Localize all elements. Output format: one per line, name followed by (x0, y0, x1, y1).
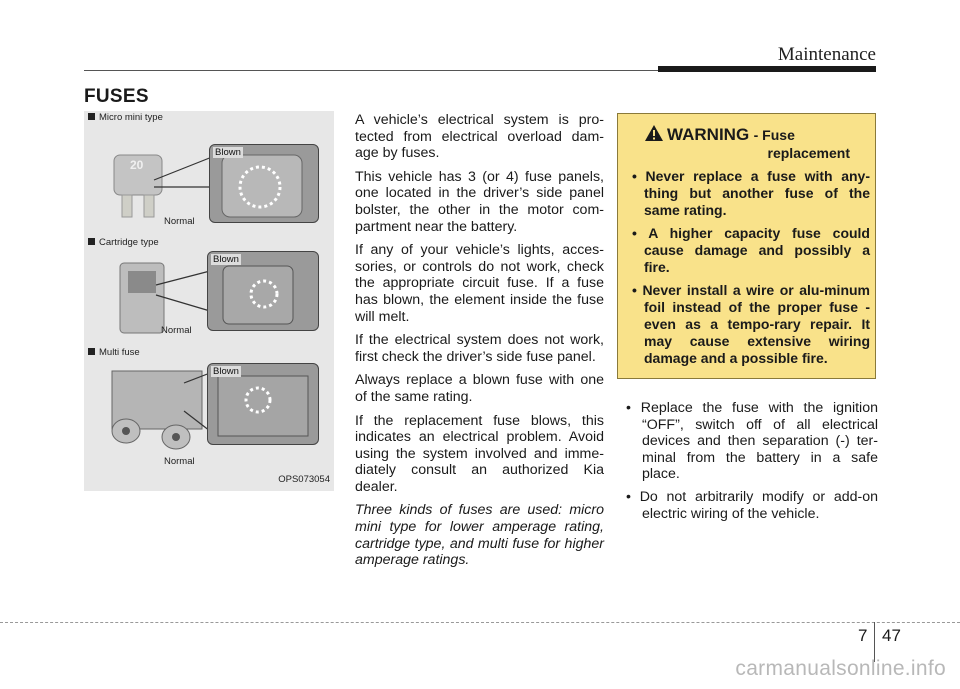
multi-blown-tag: Blown (213, 366, 239, 377)
square-bullet-icon (88, 238, 95, 245)
warning-list (632, 168, 870, 373)
warning-item: • Never replace a fuse with any-thing but another fuse of the same rating. (632, 168, 870, 218)
multi-fuse-label-text: Multi fuse (99, 347, 140, 358)
bullet-item-text: Do not arbitrarily modify or add-on electric wiring of the vehicle. (639, 488, 878, 522)
section-title: FUSES (84, 86, 149, 107)
fuse-figure (84, 111, 334, 491)
multi-blown-inset (207, 363, 319, 445)
warning-subtitle: - Fuse (753, 127, 795, 143)
body-text-column (355, 112, 604, 576)
body-paragraph: A vehicle’s electrical system is pro-tected from electrical overload dam-age by fuses. (355, 112, 604, 162)
cartridge-label-text: Cartridge type (99, 237, 159, 248)
page-number-separator (874, 622, 875, 662)
warning-triangle-icon (644, 124, 664, 142)
body-paragraph: If the replacement fuse blows, this indicates an electrical problem. Avoid using the system involved and imme-diately consult an authorized Kia dealer. (355, 412, 604, 495)
warning-item: • A higher capacity fuse could cause damage and possibly a fire. (632, 225, 870, 275)
body-paragraph: If any of your vehicle’s lights, acces-sories, or controls do not work, check the appropriate circuit fuse. If a fuse has blown, the element inside the fuse will melt. (355, 242, 604, 325)
warning-item: • Never install a wire or alu-minum foil instead of the proper fuse - even as a tempo-rary repair. It may cause extensive wiring damage and a possible fire. (632, 282, 871, 366)
warning-item-text: Never replace a fuse with any-thing but another fuse of the same rating. (644, 168, 870, 218)
cartridge-blown-tag: Blown (213, 254, 239, 265)
chapter-number: 7 (858, 626, 868, 645)
square-bullet-icon (88, 348, 95, 355)
footer-rule (0, 622, 960, 623)
bullet-item: • Replace the fuse with the ignition “OFF”, switch off of all electrical devices and then separation (-) ter-minal from the battery in a safe place. (626, 400, 878, 483)
micro-mini-label-text: Micro mini type (99, 112, 163, 123)
page-number-value: 47 (882, 626, 901, 645)
micro-mini-label (88, 112, 163, 123)
micro-normal-label: Normal (164, 216, 195, 227)
micro-blown-tag: Blown (215, 147, 241, 158)
fuse-rating-text: 20 (130, 158, 144, 172)
warning-subtitle-line2: replacement (767, 145, 850, 161)
cartridge-normal-label: Normal (161, 325, 192, 336)
bullet-item: • Do not arbitrarily modify or add-on electric wiring of the vehicle. (626, 488, 878, 522)
cartridge-label (88, 237, 159, 248)
warning-item-text: Never install a wire or alu-minum foil instead of the proper fuse - even as a tempo-rary repair. It may cause extensive wiring damage and a possible fire. (642, 282, 871, 366)
square-bullet-icon (88, 113, 95, 120)
cartridge-blown-inset (207, 251, 319, 331)
warning-title: WARNING (667, 125, 750, 144)
multi-normal-label: Normal (164, 456, 195, 467)
procedure-bullets (622, 400, 878, 528)
warning-item-text: A higher capacity fuse could cause damage and possibly a fire. (644, 225, 870, 275)
micro-blown-inset (209, 144, 319, 223)
body-paragraph: Always replace a blown fuse with one of the same rating. (355, 372, 604, 405)
header-tab-bar (658, 66, 876, 72)
body-paragraph: This vehicle has 3 (or 4) fuse panels, one located in the driver’s side panel bolster, the other in the motor com-partment near the battery. (355, 168, 604, 235)
body-paragraph-italic: Three kinds of fuses are used: micro mini type for lower amperage rating, cartridge type, and multi fuse for higher amperage ratings. (355, 502, 604, 569)
header-title: Maintenance (777, 44, 876, 65)
body-paragraph: If the electrical system does not work, first check the driver’s side fuse panel. (355, 332, 604, 365)
multi-fuse-label (88, 347, 140, 358)
bullet-item-text: Replace the fuse with the ignition “OFF”, switch off of all electrical devices and then separation (-) ter-minal from the battery in a safe place. (640, 400, 878, 483)
figure-code: OPS073054 (278, 474, 330, 485)
warning-header (630, 124, 870, 161)
watermark[interactable]: carmanualsonline.info (735, 657, 946, 680)
warning-box (617, 113, 876, 379)
